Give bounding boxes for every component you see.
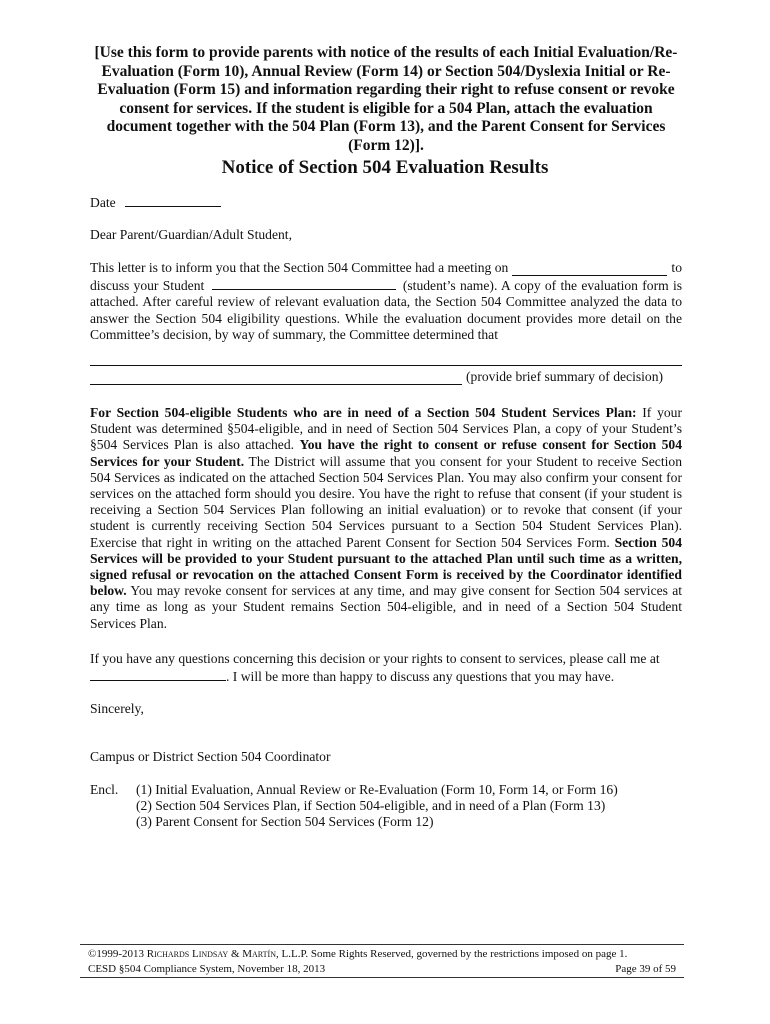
paragraph-meeting <box>90 260 682 385</box>
meeting-rest-text: (student’s name). A copy of the evaluation form is attached. After careful review of relevant evaluation data, the Section 504 Committee analyzed the data to answer the Section 504 eligibility questions. While the evaluation document provides more detail on the Committee’s decision, by way of summary, the Committee determined that <box>90 278 683 342</box>
signature-title: Campus or District Section 504 Coordinator <box>90 749 331 764</box>
page-number: Page 39 of 59 <box>615 963 676 975</box>
enclosure-item: (3) Parent Consent for Section 504 Services (Form 12) <box>136 814 434 830</box>
firm-name: Richards Lindsay & Martín <box>146 948 276 960</box>
eligible-heading: For Section 504-eligible Students who are in need of a Section 504 Student Services Plan: <box>90 405 637 420</box>
enclosure-item: (1) Initial Evaluation, Annual Review or Re-Evaluation (Form 10, Form 14, or Form 16) <box>136 782 618 797</box>
enclosure-row <box>90 782 682 831</box>
instruction-text: [Use this form to provide parents with notice of the results of each Initial Evaluation/Re-Evaluation (Form 10), Annual Review (Form 14) or Section 504/Dyslexia Initial or Re-Evaluation (Form 15) and information regarding their right to refuse consent or revoke consent for services. If the student is eligible for a 504 Plan, attach the evaluation document together with the 504 Plan (Form 13), and the Parent Consent for Services (Form 12)]. <box>94 44 678 154</box>
summary-line-2[interactable] <box>90 371 462 385</box>
summary-line-1[interactable] <box>90 352 682 366</box>
footer-line-2 <box>88 962 676 977</box>
consent-text-2: The District will assume that you consent for your Student to receive Section 504 Services as indicated on the attached Section 504 Services Plan. You may also confirm your consent for services on the attached form should you desire. You have the right to refuse that consent (if your student is receiving a Section 504 Services Plan following an initial evaluation) or to revoke that consent (if your student is currently receiving Section 504 Services pursuant to a Section 504 Student Services Plan). Exercise that right in writing on the attached Parent Consent for Section 504 Services Form. <box>90 453 682 550</box>
student-name-blank[interactable] <box>212 276 396 290</box>
phone-blank[interactable] <box>90 667 226 681</box>
footer-system: CESD §504 Compliance System, November 18, 2013 <box>88 963 326 975</box>
footer-copyright <box>88 947 676 962</box>
enclosure-list <box>136 782 618 831</box>
enclosures <box>90 782 682 831</box>
page-footer <box>80 944 684 978</box>
page-title: Notice of Section 504 Evaluation Results <box>221 157 549 178</box>
date-label: Date <box>90 195 116 210</box>
meeting-rest <box>90 276 682 343</box>
salutation: Dear Parent/Guardian/Adult Student, <box>90 227 292 242</box>
date-row <box>90 193 682 211</box>
meeting-date-blank[interactable] <box>512 262 667 276</box>
paragraph-consent <box>90 405 682 632</box>
questions-text-2: . I will be more than happy to discuss any questions that you may have. <box>226 669 615 685</box>
copyright-notice: , L.L.P. Some Rights Reserved, governed by the restrictions imposed on page 1. <box>276 948 628 960</box>
meeting-text: This letter is to inform you that the Section 504 Committee had a meeting on <box>90 260 509 275</box>
enclosure-item: (2) Section 504 Services Plan, if Section 504-eligible, and in need of a Plan (Form 13) <box>136 798 606 814</box>
enclosure-label: Encl. <box>90 782 119 797</box>
summary-line-2-row <box>90 369 682 385</box>
consent-text-3: You may revoke consent for services at any time, and may give consent for Section 504 services at any time as long as your Student remains Section 504-eligible, and in need of a Section 504 Student Services Plan. <box>90 583 682 631</box>
closing: Sincerely, <box>90 701 144 716</box>
questions-text: If you have any questions concerning this decision or your rights to consent to services, please call me at <box>90 651 660 666</box>
services-provided: Section 504 Services will be provided to your Student pursuant to the attached Plan until such time as a written, signed refusal or revocation on the attached Consent Form is received by the Coordinator identified below. <box>90 534 683 599</box>
date-blank[interactable] <box>125 193 221 207</box>
consent-text-1: If your Student was determined §504-eligible, and in need of Section 504 Services Plan, a copy of your Student’s §504 Services Plan is also attached. <box>90 405 682 453</box>
copyright-year: ©1999-2013 <box>88 948 145 960</box>
meeting-line <box>90 260 682 276</box>
discuss-text: discuss your Student <box>90 278 205 294</box>
consent-right: You have the right to consent or refuse consent for Section 504 Services for your Student. <box>90 437 682 469</box>
meeting-to: to <box>671 260 682 275</box>
summary-hint: (provide brief summary of decision) <box>466 369 664 385</box>
paragraph-questions <box>90 651 682 685</box>
